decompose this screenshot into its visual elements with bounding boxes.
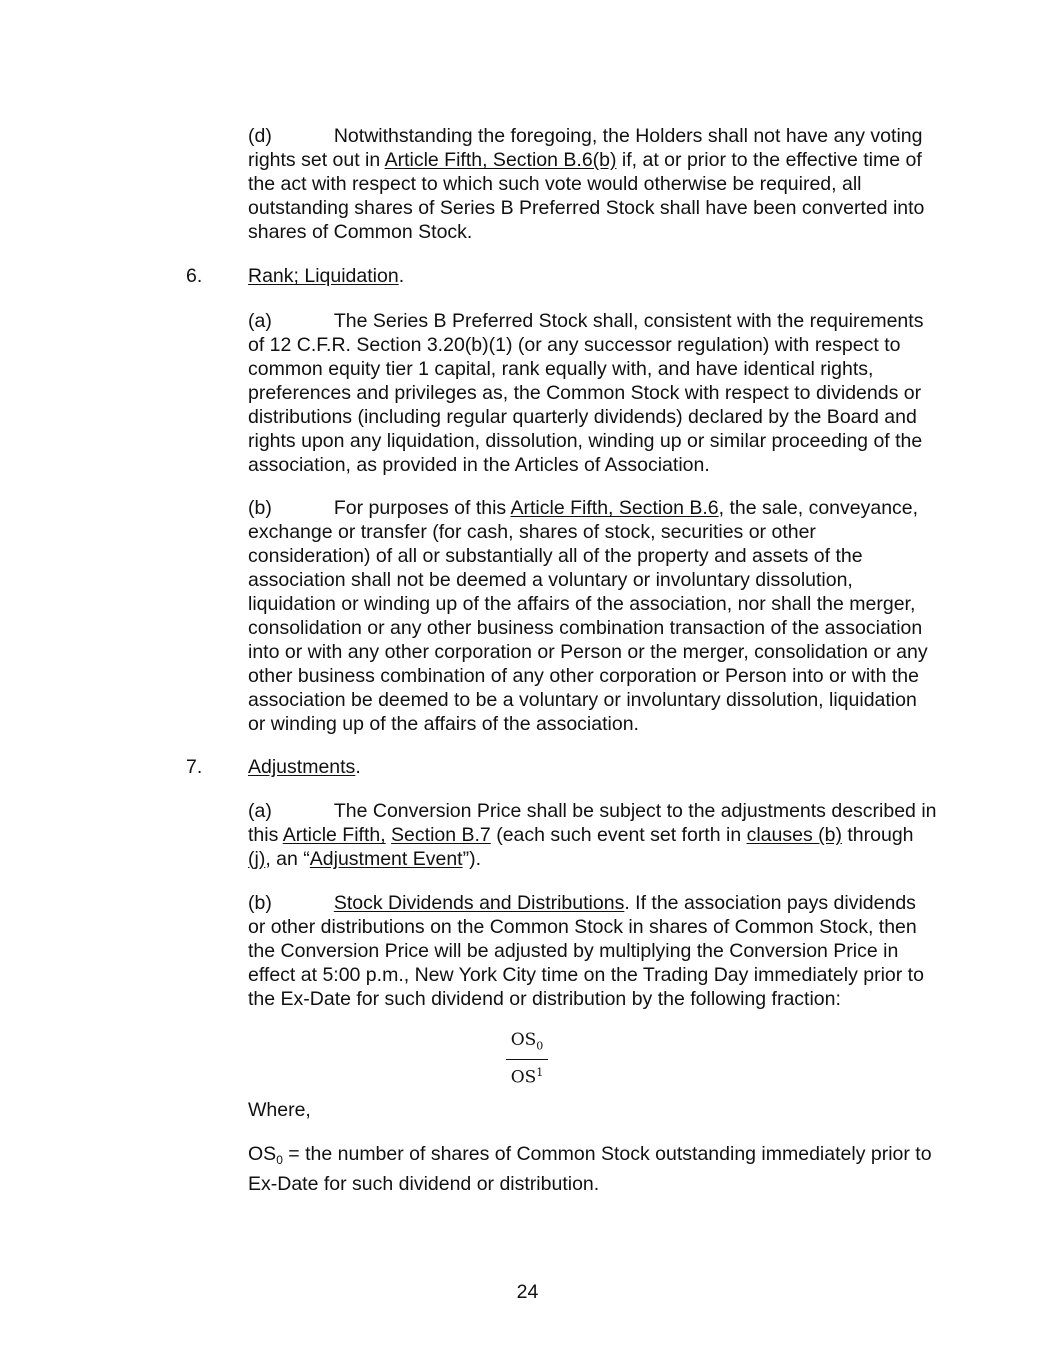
section-title-text: Adjustments <box>248 756 356 778</box>
section-title <box>248 755 361 779</box>
denominator-base: OS <box>510 1068 537 1089</box>
paragraph-text: (each such event set forth in <box>490 824 747 846</box>
numerator-subscript: 0 <box>536 1039 544 1053</box>
paragraph-text: , the sale, conveyance, exchange or transfer (for cash, shares of stock, securities or other consideration) of all or substantially all of the property and assets of the association shall not be deemed a voluntary or involuntary dissolution, liquidation or winding up of the affairs of the association, nor shall the merger, consolidation or any other business combination transaction of the association into or with any other corporation or Person or the merger, consolidation or any other business combination of any other corporation or Person into or with the association be deemed to be a voluntary or involuntary dissolution, liquidation or winding up of the affairs of the association. <box>248 497 928 735</box>
paragraph-label: (d) <box>248 125 272 147</box>
page-number: 24 <box>516 1281 539 1303</box>
paragraph-label: (b) <box>248 892 272 914</box>
section-title <box>248 264 404 288</box>
cross-reference-link: Article Fifth, Section B.6 <box>510 497 719 519</box>
section-number: 6. <box>186 265 203 287</box>
fraction-denominator <box>506 1060 548 1089</box>
defined-term: Adjustment Event <box>309 848 463 870</box>
paragraph-label: (a) <box>248 310 272 332</box>
paragraph-text: through <box>841 824 914 846</box>
paragraph-text: if, at or prior to the effective time of the act with respect to which such vote would otherwise be required, all outstanding shares of Series B Preferred Stock shall have been converted into shares of Common Stock. <box>248 149 925 243</box>
cross-reference-link: clauses (b) <box>746 824 842 846</box>
paragraph-5d <box>248 124 938 244</box>
paragraph-6b <box>248 496 938 736</box>
cross-reference-link: (j) <box>248 848 266 870</box>
cross-reference-link: Section B.7 <box>391 824 491 846</box>
fraction-numerator <box>506 1029 548 1060</box>
paragraph-text: = the number of shares of Common Stock outstanding immediately prior to Ex-Date for such dividend or distribution. <box>248 1143 932 1195</box>
section-title-suffix: . <box>355 756 361 778</box>
paragraph-text: Notwithstanding the foregoing, the Holders shall not have any voting rights set out in <box>248 125 923 171</box>
paragraph-heading: Stock Dividends and Distributions <box>333 892 625 914</box>
paragraph-text: . If the association pays dividends or other distributions on the Common Stock in shares of Common Stock, then the Conversion Price will be adjusted by multiplying the Conversion Price in effect at 5:00 p.m., New York City time on the Trading Day immediately prior to the Ex-Date for such dividend or distribution by the following fraction: <box>248 892 924 1010</box>
denominator-superscript: 1 <box>536 1066 544 1080</box>
cross-reference-link: Article Fifth, <box>282 824 386 846</box>
paragraph-label: (a) <box>248 800 272 822</box>
paragraph-text: The Series B Preferred Stock shall, consistent with the requirements of 12 C.F.R. Section 3.20(b)(1) (or any successor regulation) with respect to common equity tier 1 capital, rank equally with, and have identical rights, preferences and privileges as, the Common Stock with respect to dividends or distributions (including regular quarterly dividends) declared by the Board and rights upon any liquidation, dissolution, winding up or similar proceeding of the association, as provided in the Articles of Association. <box>248 310 924 476</box>
numerator-base: OS <box>510 1030 537 1050</box>
paragraph-7a <box>248 799 938 871</box>
os0-symbol: OS <box>248 1143 277 1165</box>
section-title-suffix: . <box>398 265 405 287</box>
paragraph-text: For purposes of this <box>333 497 511 519</box>
paragraph-label: (b) <box>248 497 272 519</box>
section-title-text: Rank; Liquidation <box>248 265 399 287</box>
adjustment-fraction <box>506 1029 548 1089</box>
paragraph-text: The Conversion Price shall be subject to the adjustments described in this <box>248 800 937 846</box>
os0-definition <box>248 1142 938 1196</box>
where-label: Where, <box>248 1099 311 1121</box>
paragraph-text: ”). <box>462 848 482 870</box>
paragraph-6a <box>248 309 938 477</box>
section-number: 7. <box>186 756 203 778</box>
paragraph-text: , an “ <box>265 848 310 870</box>
os0-subscript: 0 <box>276 1153 283 1167</box>
paragraph-7b <box>248 891 938 1011</box>
cross-reference-link: Article Fifth, Section B.6(b) <box>384 149 617 171</box>
